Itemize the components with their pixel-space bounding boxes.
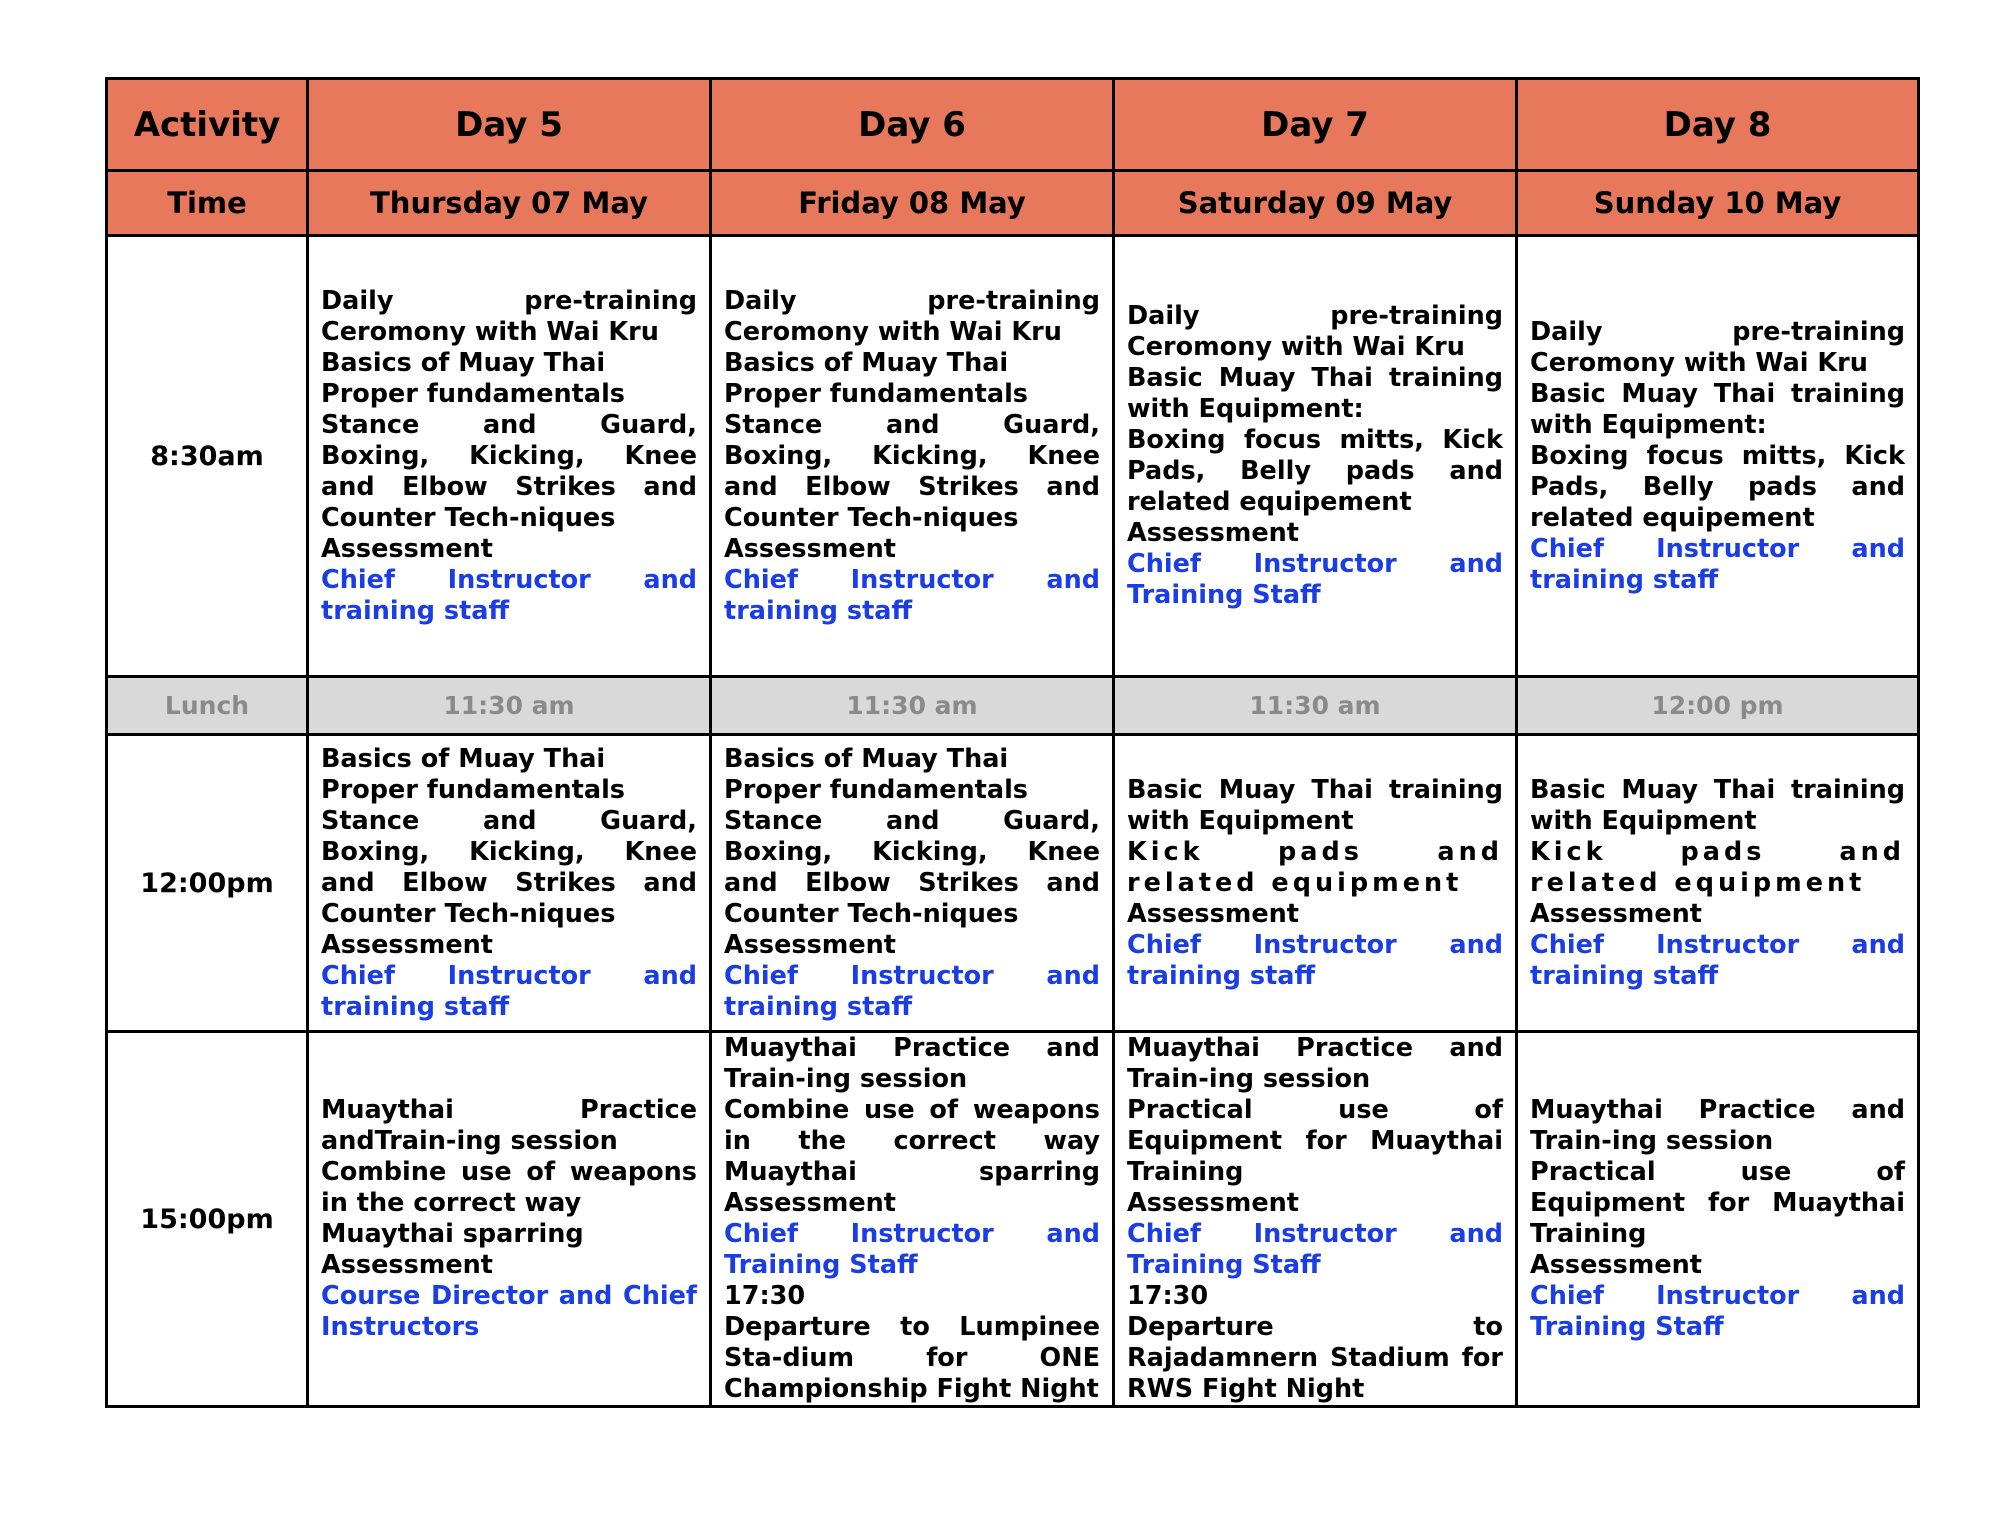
activity-line: Assessment: [1127, 1188, 1299, 1218]
session-row-noon: [107, 735, 1919, 1032]
session-cell: [308, 236, 711, 677]
activity-line: Proper fundamentals: [321, 774, 625, 805]
activity-line: Basic Muay Thai training with Equipment: [1127, 774, 1503, 836]
activity-line: Basics of Muay Thai: [321, 743, 606, 774]
activity-line: Muaythai sparring: [321, 1219, 584, 1249]
activity-line: Stance and Guard, Boxing, Kicking, Knee and Elbow Strikes and Counter Tech-niques: [724, 805, 1100, 929]
activity-line: Assessment: [724, 533, 896, 564]
lunch-time: 11:30 am: [711, 677, 1114, 735]
session-cell: [1517, 735, 1919, 1032]
staff-line: Chief Instructor and Training Staff: [1127, 1219, 1503, 1280]
schedule-table: [105, 77, 1920, 1408]
staff-line: Chief Instructor and training staff: [321, 564, 697, 626]
staff-line: Chief Instructor and training staff: [1127, 929, 1503, 991]
activity-header: Activity: [107, 79, 308, 171]
staff-line: Chief Instructor and Training Staff: [724, 1219, 1100, 1280]
session-cell: [308, 1032, 711, 1407]
session-cell: [711, 735, 1114, 1032]
lunch-time: 12:00 pm: [1517, 677, 1919, 735]
header-day-row: [107, 79, 1919, 171]
activity-line: Basics of Muay Thai: [724, 347, 1009, 378]
activity-line: Stance and Guard, Boxing, Kicking, Knee and Elbow Strikes and Counter Tech-niques: [724, 409, 1100, 533]
staff-line: Course Director and Chief Instructors: [321, 1281, 697, 1342]
time-header: Time: [107, 171, 308, 236]
activity-line: Basic Muay Thai training with Equipment:: [1127, 363, 1503, 424]
activity-line: Daily pre-training Ceromony with Wai Kru: [1127, 301, 1503, 362]
activity-line: Assessment: [1530, 1250, 1702, 1280]
day-header: Day 6: [711, 79, 1114, 171]
session-cell: [711, 236, 1114, 677]
activity-line: Combine use of weapons in the correct way Muaythai sparring Assessment: [724, 1095, 1100, 1218]
lunch-row: [107, 677, 1919, 735]
session-row-afternoon: [107, 1032, 1919, 1407]
session-time: 12:00pm: [107, 735, 308, 1032]
lunch-label: Lunch: [107, 677, 308, 735]
date-header: Saturday 09 May: [1114, 171, 1517, 236]
session-cell: [308, 735, 711, 1032]
activity-line: Basic Muay Thai training with Equipment: [1530, 774, 1905, 836]
activity-line: Proper fundamentals: [724, 378, 1028, 409]
session-time: 15:00pm: [107, 1032, 308, 1407]
activity-line: 17:30: [1127, 1281, 1209, 1311]
session-cell: [711, 1032, 1114, 1407]
activity-line: Assessment: [1530, 898, 1702, 929]
activity-line: Basic Muay Thai training with Equipment:: [1530, 378, 1905, 440]
activity-line: Muaythai Practice and Train-ing session: [1127, 1033, 1503, 1094]
staff-line: Chief Instructor and training staff: [1530, 929, 1905, 991]
session-cell: [1517, 1032, 1919, 1407]
activity-line: Assessment: [1127, 518, 1299, 548]
activity-line: Proper fundamentals: [321, 378, 625, 409]
activity-line: Daily pre-training Ceromony with Wai Kru: [724, 285, 1100, 347]
lunch-time: 11:30 am: [308, 677, 711, 735]
activity-line: Boxing focus mitts, Kick Pads, Belly pads and related equipement: [1127, 425, 1503, 517]
activity-line: Kick pads and related equipment: [1127, 836, 1503, 898]
activity-line: Basics of Muay Thai: [321, 347, 606, 378]
session-cell: [1114, 735, 1517, 1032]
activity-line: Proper fundamentals: [724, 774, 1028, 805]
session-row-morning: [107, 236, 1919, 677]
staff-line: Chief Instructor and Training Staff: [1530, 1281, 1905, 1342]
activity-line: Muaythai Practice and Train-ing session: [724, 1033, 1100, 1094]
date-header: Thursday 07 May: [308, 171, 711, 236]
date-header: Sunday 10 May: [1517, 171, 1919, 236]
session-cell: [1114, 236, 1517, 677]
activity-line: Boxing focus mitts, Kick Pads, Belly pads and related equipement: [1530, 440, 1905, 533]
activity-line: Stance and Guard, Boxing, Kicking, Knee and Elbow Strikes and Counter Tech-niques: [321, 805, 697, 929]
activity-line: Combine use of weapons in the correct way: [321, 1157, 697, 1218]
activity-line: Practical use of Equipment for Muaythai Training: [1127, 1095, 1503, 1187]
staff-line: Chief Instructor and Training Staff: [1127, 549, 1503, 610]
session-cell: [1114, 1032, 1517, 1407]
activity-line: 17:30: [724, 1281, 806, 1311]
activity-line: Assessment: [321, 533, 493, 564]
day-header: Day 7: [1114, 79, 1517, 171]
activity-line: Assessment: [321, 1250, 493, 1280]
session-cell: [1517, 236, 1919, 677]
activity-line: Departure to Lumpinee Sta-dium for ONE Championship Fight Night: [724, 1312, 1100, 1404]
activity-line: Muaythai Practice andTrain-ing session: [321, 1095, 697, 1156]
lunch-time: 11:30 am: [1114, 677, 1517, 735]
staff-line: Chief Instructor and training staff: [724, 564, 1100, 626]
activity-line: Basics of Muay Thai: [724, 743, 1009, 774]
session-time: 8:30am: [107, 236, 308, 677]
staff-line: Chief Instructor and training staff: [1530, 533, 1905, 595]
day-header: Day 8: [1517, 79, 1919, 171]
activity-line: Assessment: [1127, 898, 1299, 929]
activity-line: Daily pre-training Ceromony with Wai Kru: [321, 285, 697, 347]
activity-line: Stance and Guard, Boxing, Kicking, Knee and Elbow Strikes and Counter Tech-niques: [321, 409, 697, 533]
staff-line: Chief Instructor and training staff: [321, 960, 697, 1022]
day-header: Day 5: [308, 79, 711, 171]
date-header: Friday 08 May: [711, 171, 1114, 236]
header-date-row: [107, 171, 1919, 236]
staff-line: Chief Instructor and training staff: [724, 960, 1100, 1022]
activity-line: Muaythai Practice and Train-ing session: [1530, 1095, 1905, 1156]
activity-line: Assessment: [321, 929, 493, 960]
activity-line: Departure to Rajadamnern Stadium for RWS Fight Night: [1127, 1312, 1503, 1404]
activity-line: Daily pre-training Ceromony with Wai Kru: [1530, 316, 1905, 378]
activity-line: Assessment: [724, 929, 896, 960]
activity-line: Kick pads and related equipment: [1530, 836, 1905, 898]
activity-line: Practical use of Equipment for Muaythai Training: [1530, 1157, 1905, 1249]
